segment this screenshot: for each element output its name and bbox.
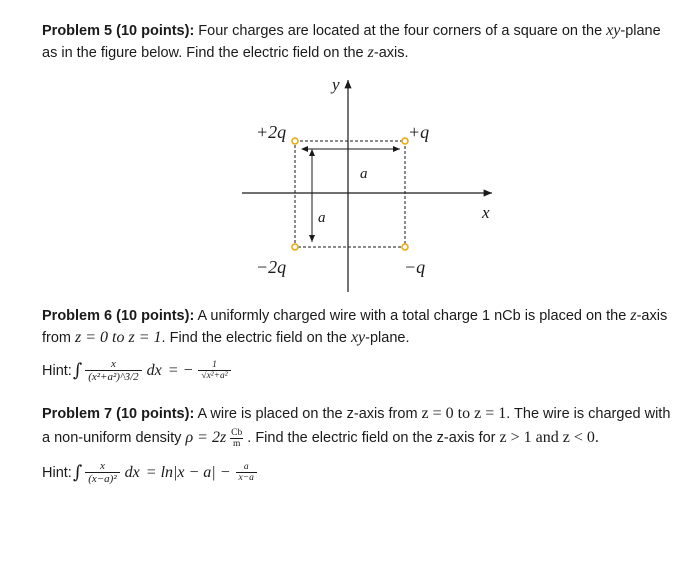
problem-6-hint: Hint: ∫ $\frac{x}{\text{(x²+a²)\textasciicircum{}3/2}}$ dx = − $\frac{1}{\text{√x²+a²}}$ xyxy=(42,358,233,383)
problem-5-statement: Problem 5 (10 points): Four charges are located at the four corners of a square on the xy-plane as in the figure below. Find the electric field on the z-axis. xyxy=(42,22,661,61)
problem-7-title: Problem 7 (10 points): xyxy=(42,406,195,422)
charge-label-top-right: +q xyxy=(408,122,430,142)
charge-top-left xyxy=(292,138,298,144)
y-axis-label: y xyxy=(332,75,340,94)
problem-6-statement: Problem 6 (10 points): A uniformly charged wire with a total charge 1 nCb is placed on the z-axis from z = 0 to z = 1. Find the electric field on the xy-plane. xyxy=(42,307,668,346)
charge-square-figure xyxy=(0,70,700,300)
charge-label-top-left: +2q xyxy=(256,122,287,142)
vertical-dimension-label: a xyxy=(318,210,326,226)
charge-bottom-right xyxy=(402,244,408,250)
horizontal-dimension-label: a xyxy=(360,166,368,182)
charge-bottom-left xyxy=(292,244,298,250)
x-axis-label: x xyxy=(482,203,490,222)
cb-per-m-fraction: $\frac{Cb}{m}$ xyxy=(231,427,243,449)
integral-sign: ∫ xyxy=(72,462,83,483)
hint-6-integrand: $\frac{x}{\text{(x²+a²)\textasciicircum{}3/2}}$ xyxy=(85,358,141,383)
hint-6-result: $\frac{1}{\text{√x²+a²}}$ xyxy=(198,360,230,381)
hint-7-integrand: $\frac{x}{\text{(x−a)²}}$ xyxy=(85,460,119,485)
problem-7-statement: Problem 7 (10 points): A wire is placed on the z-axis from z = 0 to z = 1. The wire is charged with a non-uniform density ρ = 2z $\frac{Cb}{m}$ . Find the electric field on the z-axis for z > 1 and z < 0. xyxy=(42,405,671,449)
problem-5-title: Problem 5 (10 points): xyxy=(42,23,195,39)
problem-7-hint: Hint: ∫ $\frac{x}{\text{(x−a)²}}$ dx = ln|x − a| − $\frac{a}{x-a}$ xyxy=(42,460,259,485)
problem-6-title: Problem 6 (10 points): xyxy=(42,308,195,324)
hint-7-result: $\frac{a}{x-a}$ xyxy=(236,462,257,483)
integral-sign: ∫ xyxy=(72,360,83,381)
charge-label-bottom-left: −2q xyxy=(256,257,287,277)
charge-label-bottom-right: −q xyxy=(404,257,426,277)
